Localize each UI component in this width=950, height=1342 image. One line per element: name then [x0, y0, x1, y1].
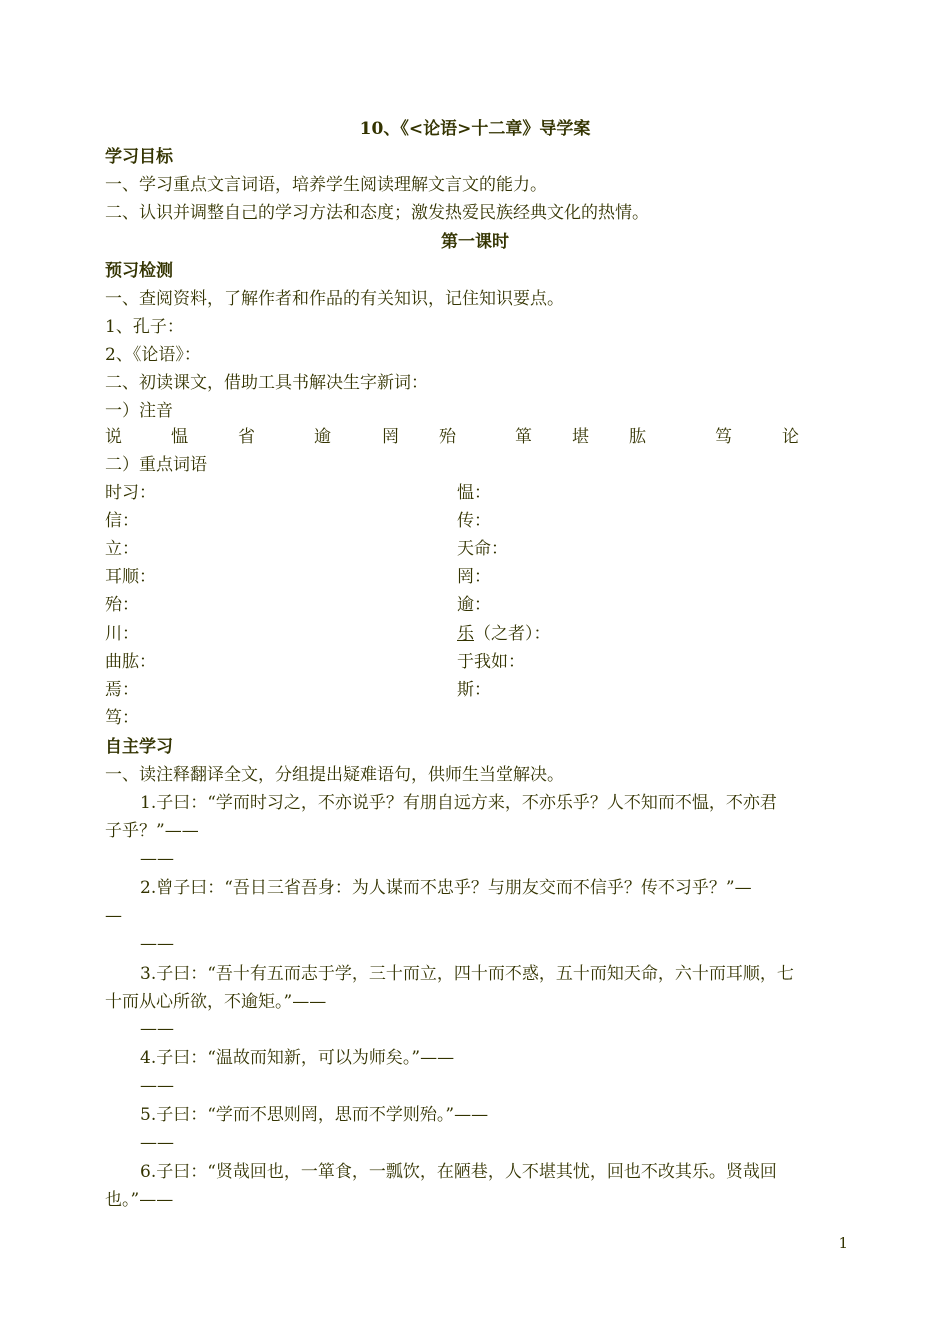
word-row: [105, 620, 850, 648]
word-term: 逾：: [457, 595, 491, 615]
word-term: 愠：: [457, 483, 491, 503]
pinyin-char: 殆: [439, 427, 456, 447]
goal-item-2: 二、认识并调整自己的学习方法和态度；激发热爱民族经典文化的热情。: [105, 203, 649, 223]
pinyin-char: 愠: [171, 427, 188, 447]
pinyin-char: 罔: [382, 427, 399, 447]
word-row: [105, 704, 850, 732]
preview-question-1: 1、孔子：: [105, 317, 184, 337]
pinyin-heading: 一）注音: [105, 401, 173, 421]
saying-5-answer-dash: ——: [140, 1133, 174, 1153]
word-term: 信：: [105, 511, 139, 531]
preview-task-2: 二、初读课文，借助工具书解决生字新词：: [105, 373, 428, 393]
saying-1-line-1: 1.子曰：“学而时习之，不亦说乎？有朋自远方来，不亦乐乎？人不知而不愠，不亦君: [140, 793, 777, 813]
saying-1-line-2: 子乎？”——: [105, 821, 199, 841]
saying-2-answer-dash: ——: [140, 934, 174, 954]
saying-2-line-1: 2.曾子曰：“吾日三省吾身：为人谋而不忠乎？与朋友交而不信乎？传不习乎？”—: [140, 878, 752, 898]
word-term: 立：: [105, 539, 139, 559]
saying-4-answer-dash: ——: [140, 1076, 174, 1096]
word-term: 焉：: [105, 680, 139, 700]
self-study-task: 一、读注释翻译全文，分组提出疑难语句，供师生当堂解决。: [105, 765, 564, 785]
saying-6-line-1: 6.子曰：“贤哉回也，一箪食，一瓢饮，在陋巷，人不堪其忧，回也不改其乐。贤哉回: [140, 1162, 777, 1182]
word-row: [105, 676, 850, 704]
word-term-underlined: 乐（之者）：: [457, 624, 551, 644]
word-term: 殆：: [105, 595, 139, 615]
word-term: 时习：: [105, 483, 156, 503]
saying-3-line-1: 3.子曰：“吾十有五而志于学，三十而立，四十而不惑，五十而知天命，六十而耳顺，七: [140, 964, 794, 984]
goals-heading: 学习目标: [105, 147, 173, 167]
saying-6-line-2: 也。”——: [105, 1190, 174, 1210]
pinyin-char: 论: [782, 427, 799, 447]
word-row: [105, 535, 850, 563]
goal-item-1: 一、学习重点文言词语，培养学生阅读理解文言文的能力。: [105, 175, 547, 195]
word-term: 天命：: [457, 539, 508, 559]
pinyin-char: 箪: [515, 427, 532, 447]
pinyin-char: 省: [238, 427, 255, 447]
document-title: 10、《<论语>十二章》导学案: [359, 119, 591, 139]
pinyin-char: 笃: [715, 427, 732, 447]
saying-3-line-2: 十而从心所欲，不逾矩。”——: [105, 992, 327, 1012]
saying-2-line-2: —: [105, 906, 122, 926]
word-term: 斯：: [457, 680, 491, 700]
self-study-heading: 自主学习: [105, 737, 173, 757]
saying-1-answer-dash: ——: [140, 849, 174, 869]
word-term: 笃：: [105, 708, 139, 728]
underlined-character: 乐: [457, 624, 474, 644]
saying-4: 4.子曰：“温故而知新，可以为师矣。”——: [140, 1048, 455, 1068]
preview-question-2: 2、《论语》：: [105, 345, 201, 365]
word-row: [105, 563, 850, 591]
word-row: [105, 591, 850, 619]
saying-5: 5.子曰：“学而不思则罔，思而不学则殆。”——: [140, 1105, 489, 1125]
word-row: [105, 507, 850, 535]
pinyin-char: 肱: [629, 427, 646, 447]
word-term: 川：: [105, 624, 139, 644]
word-term: 于我如：: [457, 652, 525, 672]
word-term: 罔：: [457, 567, 491, 587]
pinyin-char: 堪: [572, 427, 589, 447]
preview-heading: 预习检测: [105, 261, 173, 281]
word-row: [105, 648, 850, 676]
word-term: 传：: [457, 511, 491, 531]
lesson-heading: 第一课时: [441, 232, 509, 252]
page-number: 1: [838, 1234, 848, 1252]
word-term: 耳顺：: [105, 567, 156, 587]
saying-3-answer-dash: ——: [140, 1019, 174, 1039]
word-term: 曲肱：: [105, 652, 156, 672]
pinyin-char: 逾: [314, 427, 331, 447]
pinyin-character-row: [0, 423, 950, 451]
pinyin-char: 说: [105, 427, 122, 447]
words-heading: 二）重点词语: [105, 455, 207, 475]
preview-task-1: 一、查阅资料，了解作者和作品的有关知识，记住知识要点。: [105, 289, 564, 309]
word-row: [105, 479, 850, 507]
